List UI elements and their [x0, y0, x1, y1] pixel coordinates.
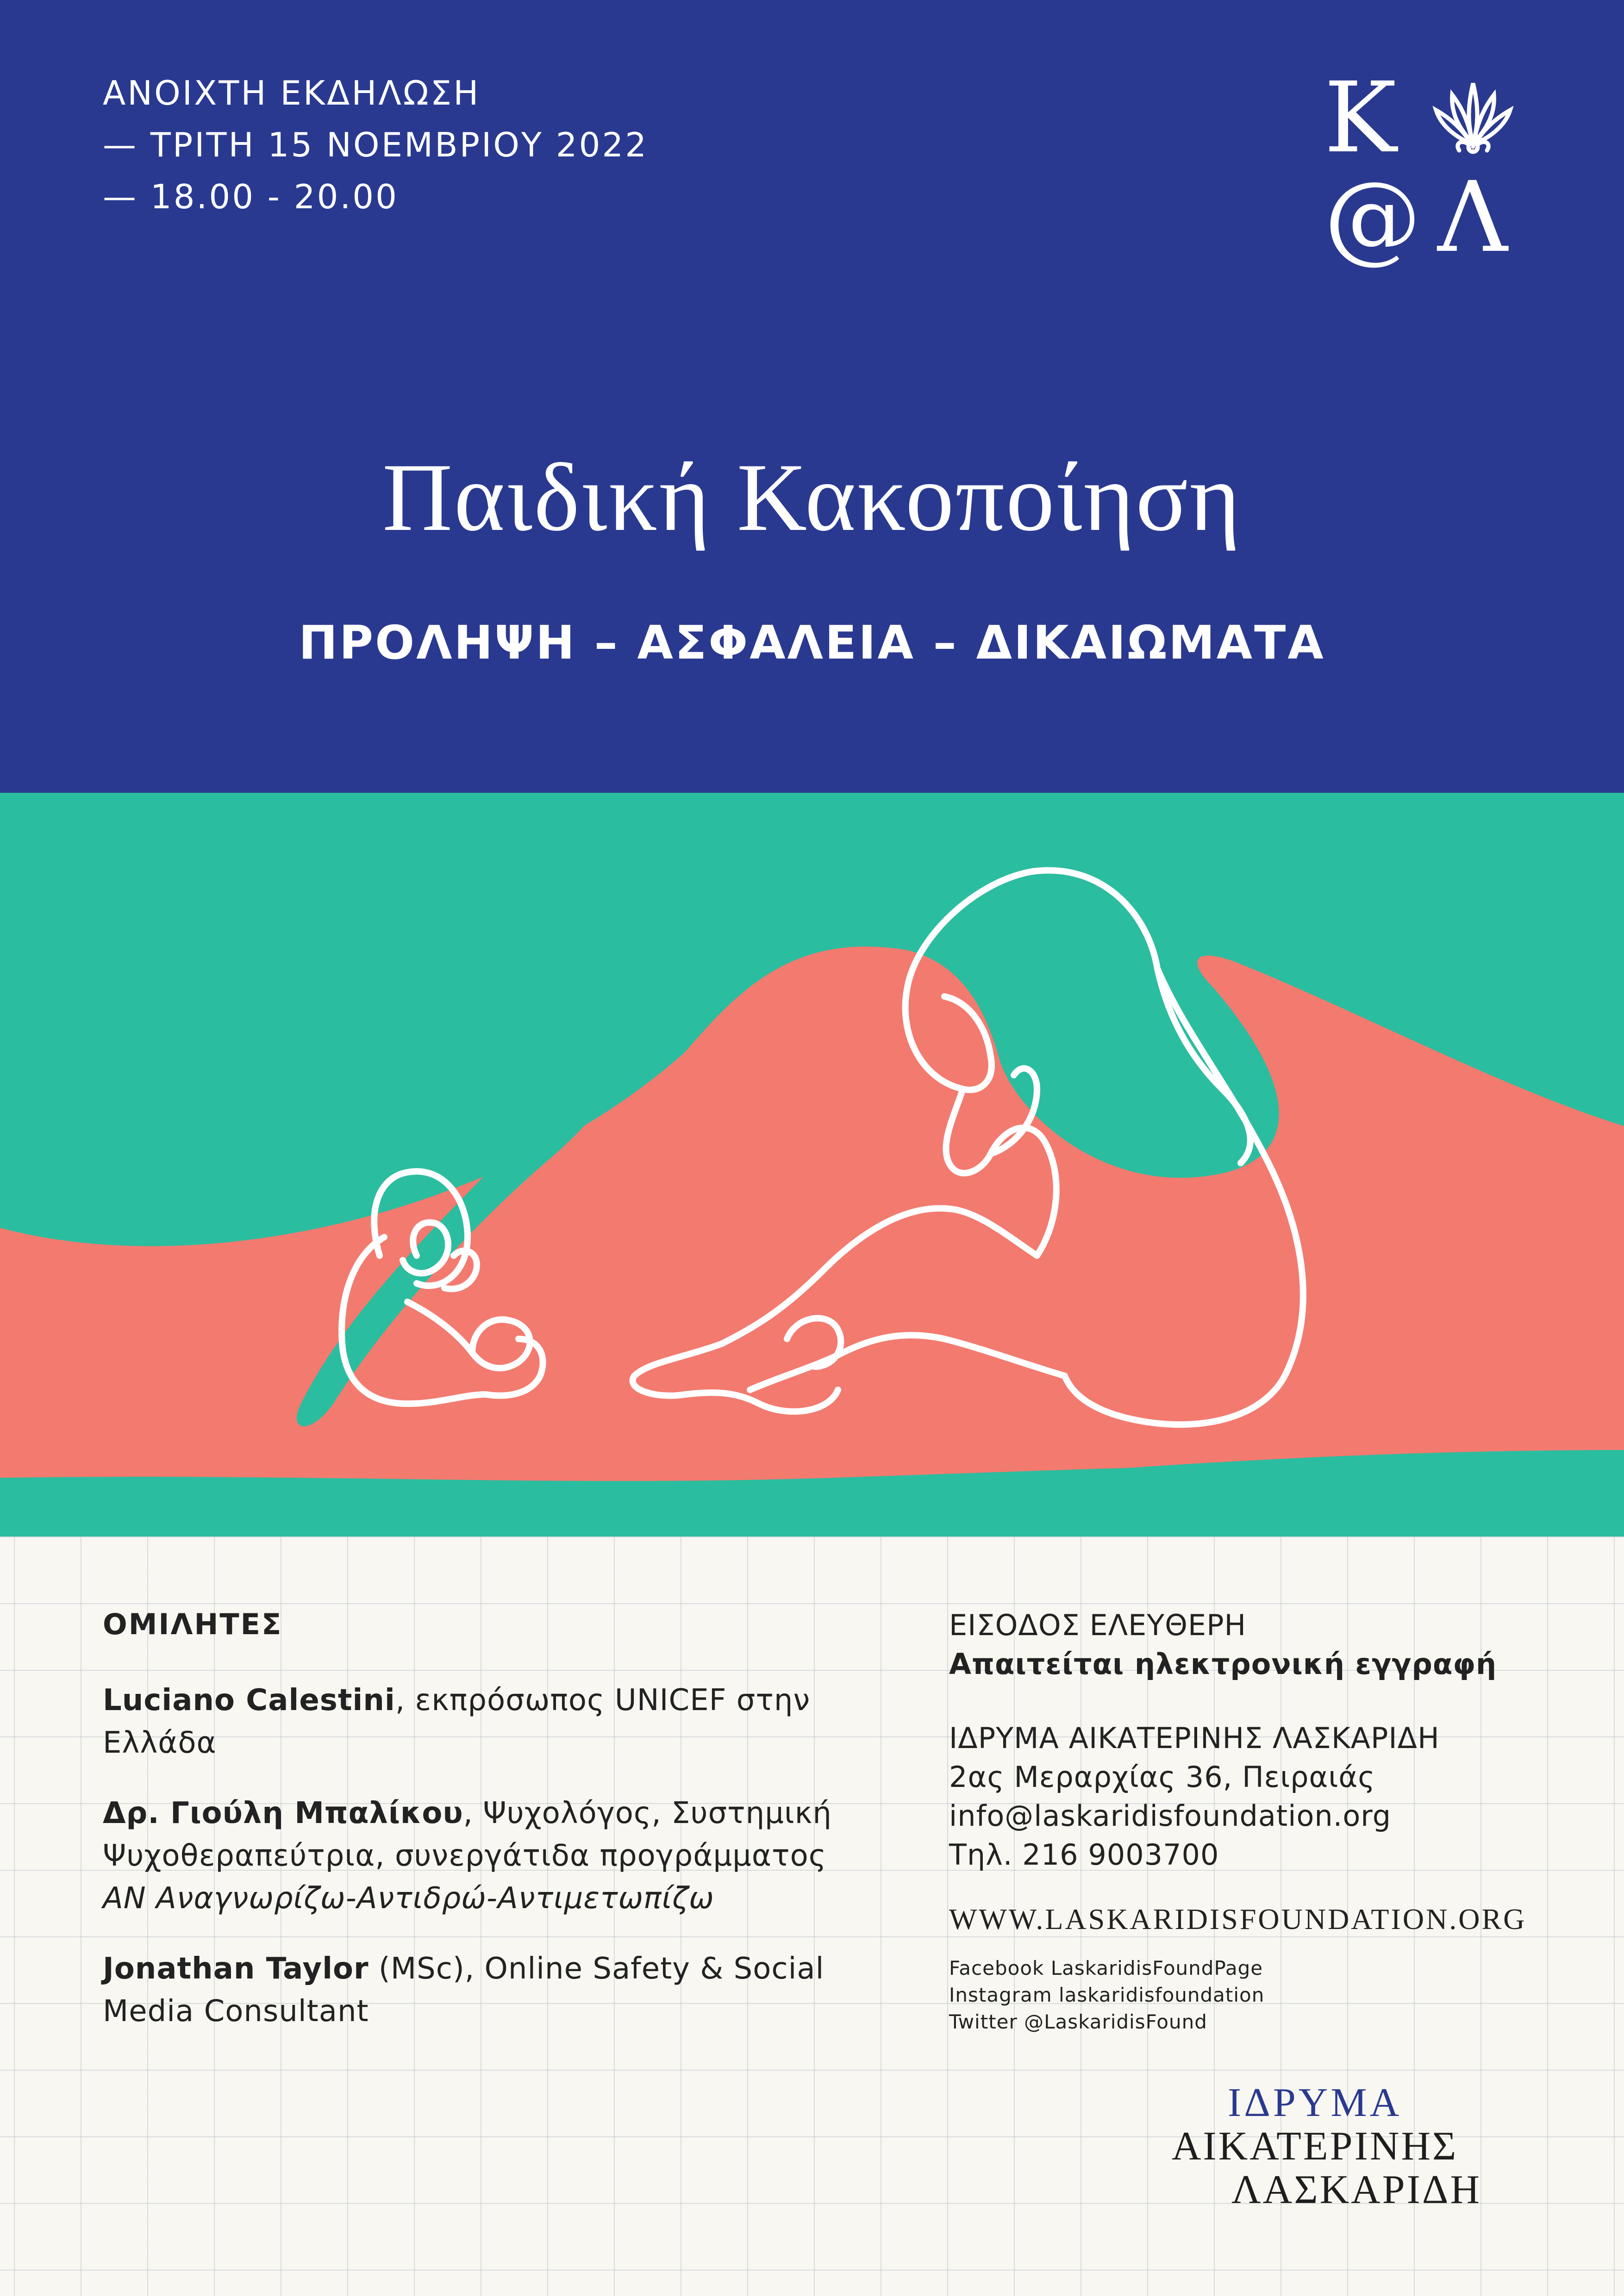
speaker-name: Δρ. Γιούλη Μπαλίκου: [103, 1796, 463, 1830]
speaker-name: Jonathan Taylor: [103, 1952, 369, 1986]
palmette-icon: [1427, 69, 1519, 162]
speakers-column: [103, 1606, 890, 2033]
foundation-logo-line2: ΑΙΚΑΤΕΡΙΝΗΣ: [1171, 2124, 1458, 2169]
speaker-desc: , εκπρόσωπος UNICEF στην Ελλάδα: [103, 1683, 811, 1760]
event-type: ΑΝΟΙΧΤΗ ΕΚΔΗΛΩΣΗ: [103, 74, 481, 112]
twitter-link[interactable]: Twitter @LaskaridisFound: [949, 2010, 1207, 2033]
address: 2ας Μεραρχίας 36, Πειραιάς: [949, 1760, 1375, 1794]
instagram-link[interactable]: Instagram laskaridisfoundation: [949, 1984, 1265, 2006]
foundation-logo-line3: ΛΑΣΚΑΡΙΔΗ: [1231, 2167, 1482, 2212]
info-section: [0, 1537, 1624, 2296]
speaker-desc: , Ψυχολόγος, Συστημική Ψυχοθεραπεύτρια, συνεργάτιδα προγράμματος: [103, 1796, 832, 1873]
logo-at: @: [1324, 161, 1421, 274]
kal-logo: [1324, 60, 1528, 274]
speaker-entry: [103, 1679, 890, 1764]
registration-note: Απαιτείται ηλεκτρονική εγγραφή: [949, 1647, 1497, 1681]
phone: Τηλ. 216 9003700: [949, 1838, 1219, 1872]
event-date: — ΤΡΙΤΗ 15 ΝΟΕΜΒΡΙΟΥ 2022: [103, 125, 648, 164]
email-link[interactable]: info@laskaridisfoundation.org: [949, 1799, 1392, 1833]
page-title: Παιδική Κακοποίηση: [382, 444, 1242, 551]
logo-lambda: Λ: [1437, 161, 1508, 274]
speaker-entry: [103, 1948, 890, 2033]
foundation-logo-line1: ΙΔΡΥΜΑ: [1227, 2080, 1402, 2125]
speaker-desc: (MSc), Online Safety & Social Media Consultant: [103, 1952, 824, 2028]
website-link[interactable]: WWW.LASKARIDISFOUNDATION.ORG: [949, 1903, 1527, 1935]
logo-k: Κ: [1324, 61, 1397, 174]
facebook-link[interactable]: Facebook LaskaridisFoundPage: [949, 1957, 1263, 1979]
details-column: [949, 1606, 1597, 2035]
speaker-name: Luciano Calestini: [103, 1683, 395, 1717]
foundation-logo: [1148, 2080, 1482, 2212]
org-name: ΙΔΡΥΜΑ ΑΙΚΑΤΕΡΙΝΗΣ ΛΑΣΚΑΡΙΔΗ: [949, 1721, 1440, 1755]
programme-name: ΑΝ Αναγνωρίζω-Αντιδρώ-Αντιμετωπίζω: [103, 1881, 714, 1916]
event-time: — 18.00 - 20.00: [103, 177, 399, 216]
mother-and-child-line-drawing: [0, 793, 1624, 1537]
speakers-heading: ΟΜΙΛΗΤΕΣ: [103, 1607, 283, 1641]
mother-and-child-illustration: [0, 793, 1624, 1537]
header-banner: [0, 0, 1624, 793]
page-subtitle: ΠΡΟΛΗΨΗ – ΑΣΦΑΛΕΙΑ – ΔΙΚΑΙΩΜΑΤΑ: [299, 616, 1325, 670]
social-links: [949, 1955, 1597, 2035]
event-info: [103, 67, 648, 223]
speaker-entry: [103, 1792, 890, 1920]
contact-block: [949, 1719, 1597, 1874]
entry-free: ΕΙΣΟΔΟΣ ΕΛΕΥΘΕΡΗ: [949, 1608, 1247, 1642]
